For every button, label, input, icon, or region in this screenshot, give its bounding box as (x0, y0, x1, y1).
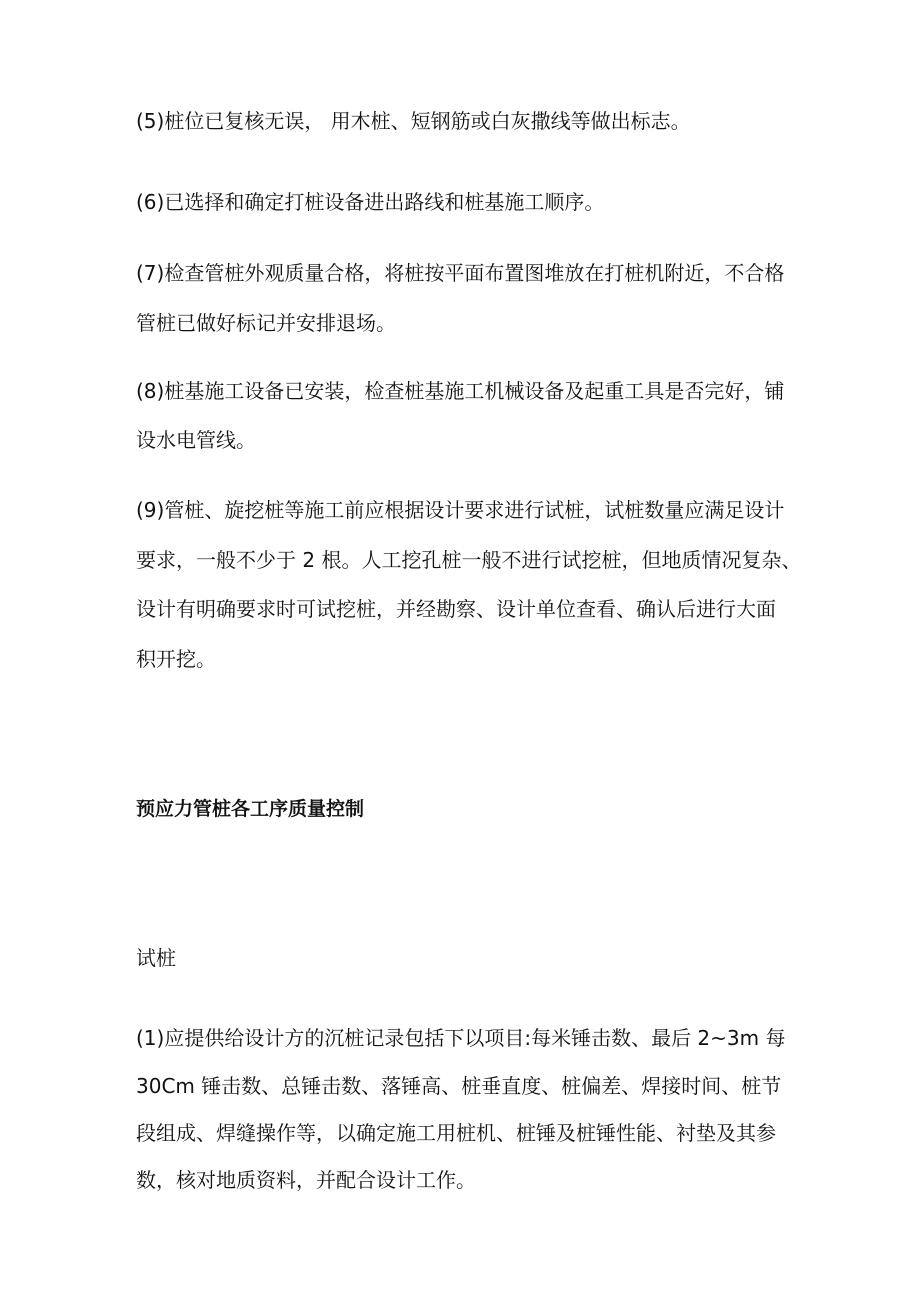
paragraph-line: 数，核对地质资料，并配合设计工作。 (136, 1168, 476, 1192)
paragraph-line: 段组成、焊缝操作等，以确定施工用桩机、桩锤及桩锤性能、衬垫及其参 (136, 1121, 776, 1145)
paragraph-line: (6)已选择和确定打桩设备进出路线和桩基施工顺序。 (136, 190, 605, 214)
paragraph-line: 积开挖。 (136, 647, 216, 671)
paragraph-line: (5)桩位已复核无误， 用木桩、短钢筋或白灰撒线等做出标志。 (136, 109, 691, 133)
paragraph-line: (1)应提供给设计方的沉桩记录包括下以项目:每米锤击数、最后 2~3m 每 (136, 1026, 786, 1050)
paragraph-line: 要求，一般不少于 2 根。人工挖孔桩一般不进行试挖桩，但地质情况复杂、 (136, 548, 802, 572)
paragraph-line: 管桩已做好标记并安排退场。 (136, 311, 396, 335)
paragraph-line: (9)管桩、旋挖桩等施工前应根据设计要求进行试桩，试桩数量应满足设计 (136, 498, 785, 522)
paragraph-line: 30Cm 锤击数、总锤击数、落锤高、桩垂直度、桩偏差、焊接时间、桩节 (136, 1074, 782, 1098)
paragraph-line: (8)桩基施工设备已安装，检查桩基施工机械设备及起重工具是否完好，铺 (136, 379, 785, 403)
paragraph-line: 设计有明确要求时可试挖桩，并经勘察、设计单位查看、确认后进行大面 (136, 597, 776, 621)
paragraph-line: (7)检查管桩外观质量合格，将桩按平面布置图堆放在打桩机附近，不合格 (136, 261, 785, 285)
subheading: 试桩 (136, 946, 176, 970)
paragraph-line: 设水电管线。 (136, 428, 256, 452)
section-heading: 预应力管桩各工序质量控制 (136, 798, 365, 820)
